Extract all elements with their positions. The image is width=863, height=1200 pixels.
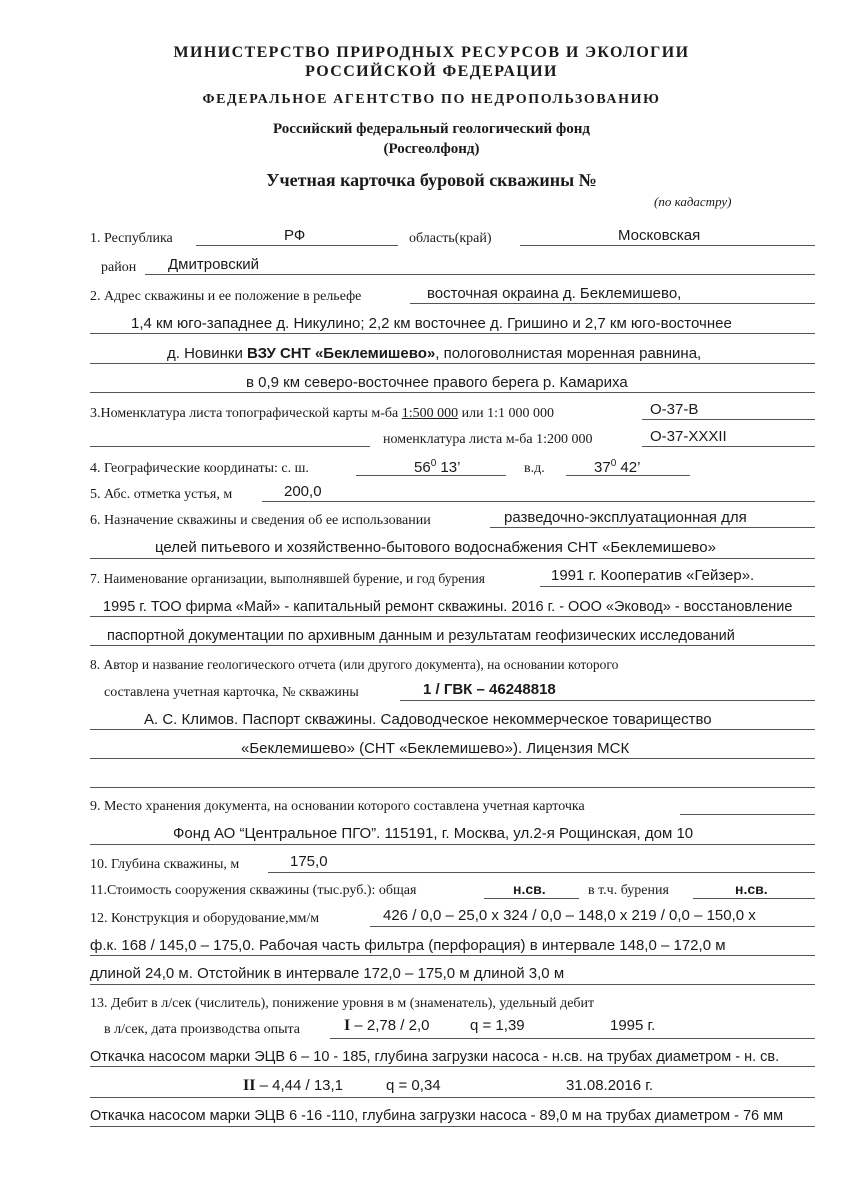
storage-line-1 (680, 814, 815, 815)
region-label: область(край) (409, 231, 492, 246)
test1-pump: Откачка насосом марки ЭЦВ 6 – 10 - 185, глубина загрузки насоса - н.св. на трубах диаметром - н. св. (90, 1049, 780, 1065)
district-label: район (101, 260, 137, 275)
address-line-3 (90, 363, 815, 364)
test2-date: 31.08.2016 г. (566, 1077, 654, 1094)
republic-label: 1. Республика (90, 231, 173, 246)
source-document-label-1: 8. Автор и название геологического отчета (или другого документа), на основании которого (90, 657, 619, 672)
construction-line-2 (90, 955, 815, 956)
test2-ratio-value: – 4,44 / 13,1 (255, 1077, 344, 1094)
republic-line (196, 245, 398, 246)
purpose-line-2 (90, 558, 815, 559)
latitude-value (414, 455, 460, 477)
nomenclature-value-1: О-37-В (650, 401, 699, 418)
cadastre-note: (по кадастру) (654, 194, 732, 209)
nomenclature-blank-line (90, 446, 370, 447)
source-document-line-2 (90, 758, 815, 759)
address-value-3-post: , пологоволнистая моренная равнина, (435, 345, 702, 362)
storage-value: Фонд АО “Центральное ПГО”. 115191, г. Москва, ул.2-я Рощинская, дом 10 (173, 825, 694, 842)
agency-title: ФЕДЕРАЛЬНОЕ АГЕНТСТВО ПО НЕДРОПОЛЬЗОВАНИЮ (202, 92, 661, 107)
ministry-title-line1: МИНИСТЕРСТВО ПРИРОДНЫХ РЕСУРСОВ И ЭКОЛОГИИ (173, 44, 690, 61)
construction-line-1 (370, 926, 815, 927)
elevation-value: 200,0 (284, 483, 322, 500)
latitude-line (356, 475, 506, 476)
cost-drilling-value: н.св. (735, 881, 768, 897)
cost-drilling-line (693, 898, 815, 899)
yield-label-1: 13. Дебит в л/сек (числитель), понижение уровня в м (знаменатель), удельный дебит (90, 996, 595, 1011)
nomenclature-line-2 (642, 446, 815, 447)
source-document-line-1 (90, 729, 815, 730)
yield-label-2: в л/сек, дата производства опыта (104, 1022, 300, 1037)
storage-line-2 (90, 844, 815, 845)
driller-value-1: 1991 г. Кооператив «Гейзер». (551, 567, 755, 584)
cost-total-value: н.св. (513, 881, 546, 897)
test2-pump-line (90, 1126, 815, 1127)
test1-line (330, 1038, 815, 1039)
longitude-degree-mark: 0 (610, 458, 617, 469)
driller-label: 7. Наименование организации, выполнявшей бурение, и год бурения (90, 571, 485, 586)
coordinates-label: 4. Географические координаты: с. ш. (90, 461, 309, 476)
ministry-title-line2: РОССИЙСКОЙ ФЕДЕРАЦИИ (305, 63, 558, 80)
test2-ratio (243, 1077, 343, 1095)
nomenclature-label-2: номенклатура листа м-ба 1:200 000 (383, 432, 593, 447)
elevation-line (262, 501, 815, 502)
test1-roman: I (344, 1017, 351, 1034)
cost-label: 11.Стоимость сооружения скважины (тыс.руб.): общая (90, 883, 417, 898)
test1-pump-line (90, 1066, 815, 1067)
purpose-value-1: разведочно-эксплуатационная для (504, 509, 747, 526)
longitude-value (594, 455, 640, 477)
test1-date: 1995 г. (610, 1017, 656, 1034)
republic-value: РФ (284, 227, 306, 244)
depth-value: 175,0 (290, 853, 328, 870)
purpose-line-1 (490, 527, 815, 528)
address-line-2 (90, 333, 815, 334)
water-intake-name: ВЗУ СНТ «Беклемишево» (247, 345, 436, 362)
test2-roman: II (243, 1077, 256, 1094)
test2-specific-yield: q = 0,34 (386, 1077, 441, 1094)
test1-ratio (344, 1017, 429, 1035)
driller-line-1 (540, 586, 815, 587)
test1-ratio-value: – 2,78 / 2,0 (350, 1017, 430, 1034)
construction-value-2: ф.к. 168 / 145,0 – 175,0. Рабочая часть фильтра (перфорация) в интервале 148,0 – 172,0 м (90, 937, 726, 954)
address-label: 2. Адрес скважины и ее положение в рельефе (90, 289, 362, 304)
purpose-label: 6. Назначение скважины и сведения об ее использовании (90, 513, 431, 528)
nomenclature-scale: 1:500 000 (401, 406, 459, 421)
cost-drilling-label: в т.ч. бурения (588, 883, 669, 898)
district-line (145, 274, 815, 275)
nomenclature-label-pre: 3.Номенклатура листа топографической карты м-ба (90, 406, 402, 421)
well-number-line (400, 700, 815, 701)
address-value-1: восточная окраина д. Беклемишево, (427, 285, 682, 302)
depth-line (268, 872, 815, 873)
nomenclature-value-2: О-37-XXXII (650, 428, 727, 445)
nomenclature-label (90, 405, 554, 423)
driller-value-3: паспортной документации по архивным данным и результатам геофизических исследований (107, 628, 735, 644)
nomenclature-line-1 (642, 419, 815, 420)
fund-name: Российский федеральный геологический фонд (272, 121, 591, 137)
address-value-4: в 0,9 км северо-восточнее правого берега р. Камариха (246, 374, 628, 391)
latitude-degree-mark: 0 (430, 458, 437, 469)
elevation-label: 5. Абс. отметка устья, м (90, 487, 233, 502)
address-value-3 (167, 345, 701, 363)
region-line (520, 245, 815, 246)
depth-label: 10. Глубина скважины, м (90, 857, 240, 872)
region-value: Московская (618, 227, 701, 244)
test2-line (90, 1097, 815, 1098)
longitude-line (566, 475, 690, 476)
construction-label: 12. Конструкция и оборудование,мм/м (90, 911, 320, 926)
longitude-minutes: 42’ (616, 459, 641, 476)
construction-value-1: 426 / 0,0 – 25,0 х 324 / 0,0 – 148,0 х 219 / 0,0 – 150,0 х (383, 907, 756, 924)
latitude-degrees: 56 (414, 459, 431, 476)
construction-line-3 (90, 984, 815, 985)
address-value-2: 1,4 км юго-западнее д. Никулино; 2,2 км восточнее д. Гришино и 2,7 км юго-восточнее (131, 315, 732, 332)
well-number-value: 1 / ГВК – 46248818 (423, 681, 556, 698)
purpose-value-2: целей питьевого и хозяйственно-бытового водоснабжения СНТ «Беклемишево» (155, 539, 716, 556)
district-value: Дмитровский (168, 256, 260, 273)
test2-pump: Откачка насосом марки ЭЦВ 6 -16 -110, глубина загрузки насоса - 89,0 м на трубах диаметром - 76 мм (90, 1108, 784, 1124)
cost-total-line (484, 898, 579, 899)
source-document-line-3 (90, 787, 815, 788)
nomenclature-label-post: или 1:1 000 000 (458, 406, 555, 421)
source-document-value-2: «Беклемишево» (СНТ «Беклемишево»). Лицензия МСК (241, 740, 630, 757)
storage-label: 9. Место хранения документа, на основании которого составлена учетная карточка (90, 799, 585, 814)
latitude-minutes: 13’ (436, 459, 461, 476)
driller-line-2 (90, 616, 815, 617)
address-line-1 (410, 303, 815, 304)
source-document-label-2: составлена учетная карточка, № скважины (104, 685, 359, 700)
longitude-label: в.д. (524, 461, 545, 476)
address-line-4 (90, 392, 815, 393)
driller-line-3 (90, 645, 815, 646)
source-document-value-1: А. С. Климов. Паспорт скважины. Садоводческое некоммерческое товарищество (144, 711, 712, 728)
test1-specific-yield: q = 1,39 (470, 1017, 525, 1034)
address-value-3-pre: д. Новинки (167, 345, 248, 362)
card-title: Учетная карточка буровой скважины № (266, 170, 597, 190)
longitude-degrees: 37 (594, 459, 611, 476)
fund-short-name: (Росгеолфонд) (383, 141, 480, 157)
construction-value-3: длиной 24,0 м. Отстойник в интервале 172,0 – 175,0 м длиной 3,0 м (90, 965, 565, 982)
driller-value-2: 1995 г. ТОО фирма «Май» - капитальный ремонт скважины. 2016 г. - ООО «Эковод» - восстановление (103, 599, 793, 615)
